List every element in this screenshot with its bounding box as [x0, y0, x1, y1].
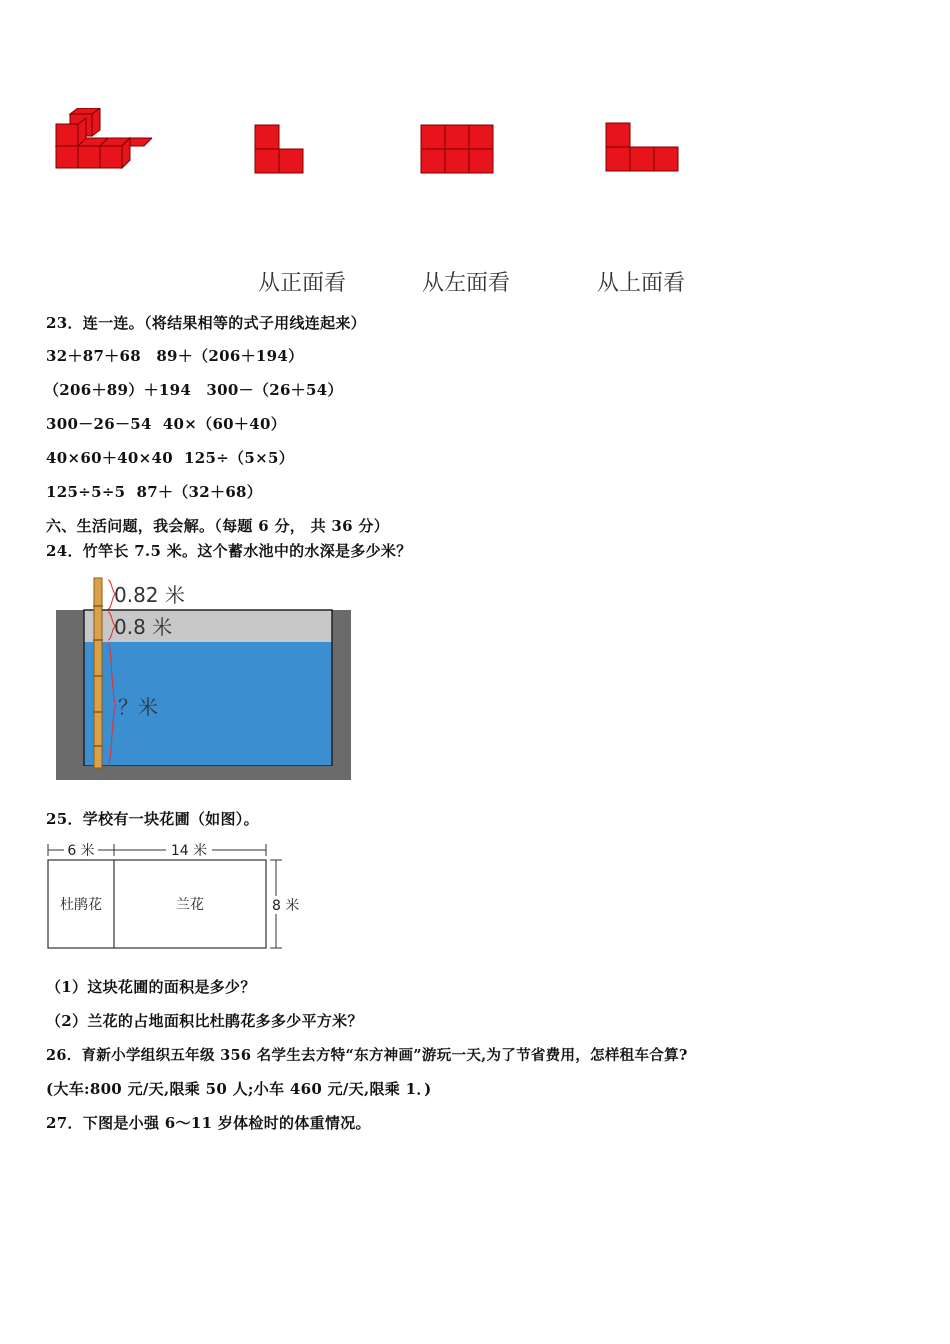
garden-diagram — [44, 840, 304, 952]
height-label: 8 米 — [272, 898, 300, 914]
view-label-front: 从正面看 — [258, 271, 347, 296]
q23-row: 125÷5÷5 87＋（32＋68） — [46, 483, 263, 501]
q23-row: （206＋89）＋194 300－（26＋54） — [44, 381, 343, 399]
q27-title: 27．下图是小强 6～11 岁体检时的体重情况。 — [46, 1114, 371, 1132]
width-right-label: 14 米 — [170, 843, 208, 859]
label-082: 0.82 米 — [114, 583, 185, 607]
q25-sub1: （1）这块花圃的面积是多少？ — [46, 978, 256, 996]
q23-title: 23．连一连。（将结果相等的式子用线连起来） — [46, 314, 366, 332]
section-6-title: 六、生活问题，我会解。（每题 6 分， 共 36 分） — [46, 517, 390, 535]
q26-title: 26．育新小学组织五年级 356 名学生去方特“东方神画”游玩一天,为了节省费用，怎样租车合算? — [46, 1047, 688, 1064]
azalea-label: 杜鹃花 — [60, 897, 102, 913]
label-08: 0.8 米 — [114, 615, 173, 639]
front-view-figure — [254, 124, 306, 176]
q23-row: 300－26－54 40×（60＋40） — [46, 415, 286, 433]
top-view-figure — [605, 122, 681, 174]
q23-row: 40×60＋40×40 125÷（5×5） — [46, 449, 294, 467]
q24-title: 24．竹竿长 7.5 米。这个蓄水池中的水深是多少米？ — [46, 542, 412, 560]
left-view-figure — [420, 124, 496, 176]
q26-note: (大车:800 元/天,限乘 50 人;小车 460 元/天,限乘 1．) — [46, 1080, 432, 1098]
label-unknown-depth: ？米 — [118, 695, 158, 719]
q25-sub2: （2）兰花的占地面积比杜鹃花多多少平方米？ — [46, 1012, 363, 1030]
orchid-label: 兰花 — [176, 897, 204, 913]
q23-row: 32＋87＋68 89＋（206＋194） — [46, 347, 304, 365]
q25-title: 25．学校有一块花圃（如图）。 — [46, 810, 259, 828]
view-label-top: 从上面看 — [597, 271, 686, 296]
pool-diagram — [56, 576, 356, 780]
cube-solid-figure — [52, 108, 152, 184]
width-left-label: 6 米 — [67, 843, 95, 859]
view-label-left: 从左面看 — [422, 271, 511, 296]
